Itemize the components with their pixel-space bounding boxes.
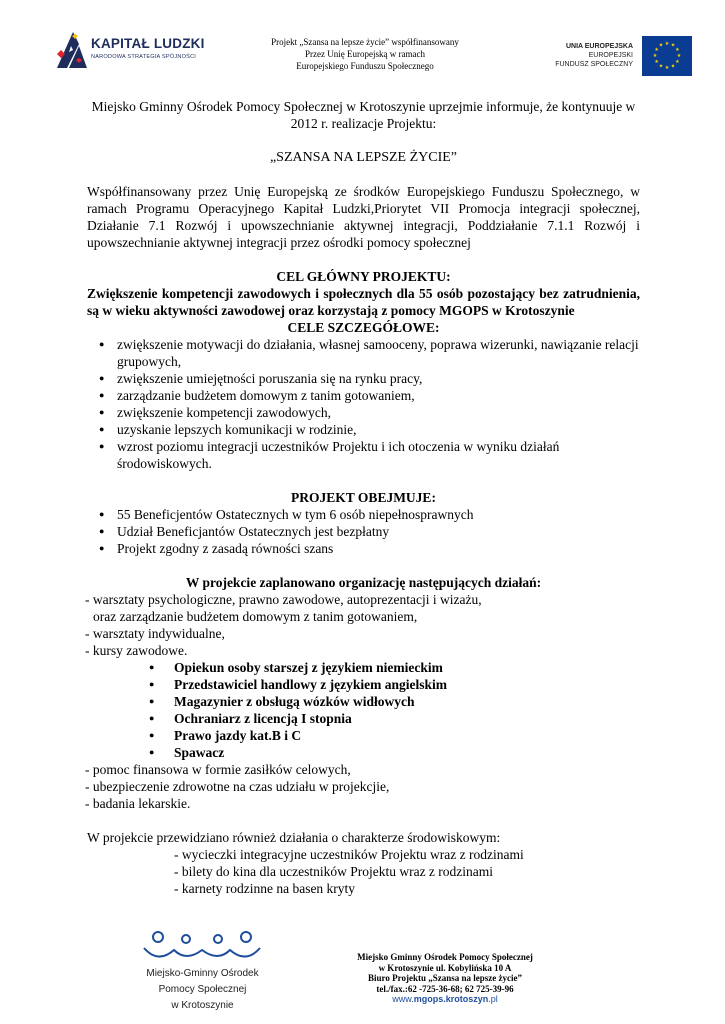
environment-heading: W projekcie przewidziano również działania o charakterze środowiskowym: (87, 830, 501, 845)
includes-list (87, 506, 640, 557)
list-item: ● Przedstawiciel handlowy z językiem angielskim (87, 676, 640, 693)
list-item: ● Magazynier z obsługą wózków widłowych (87, 693, 640, 710)
list-item: ● zwiększenie kompetencji zawodowych, (87, 404, 640, 421)
list-item: ● zwiększenie motywacji do działania, własnej samooceny, poprawa wizerunki, nawiązanie relacji grupowych, (87, 336, 640, 370)
list-item: ● Prawo jazdy kat.B i C (87, 727, 640, 744)
list-item: ● zarządzanie budżetem domowym z tanim gotowaniem, (87, 387, 640, 404)
web-prefix: www. (392, 994, 414, 1004)
list-item: ● Opiekun osoby starszej z językiem niemieckim (87, 659, 640, 676)
planned-line: - warsztaty psychologiczne, prawno zawodowe, autoprezentacji i wizażu, (85, 592, 482, 607)
mgops-logo-line: w Krotoszynie (171, 1000, 234, 1011)
page-header (0, 0, 725, 90)
mgops-logo (140, 930, 270, 1020)
eu-logo (548, 36, 692, 76)
svg-text:★: ★ (654, 59, 659, 65)
eu-line: EUROPEJSKI (588, 52, 633, 59)
header-line: Europejskiego Funduszu Społecznego (296, 61, 434, 71)
planned-after-lines (85, 761, 640, 812)
svg-text:★: ★ (664, 41, 670, 47)
document-body (87, 98, 640, 897)
address-line: Miejsko Gminny Ośrodek Pomocy Społecznej (357, 952, 533, 962)
address-line: w Krotoszynie ul. Kobylińska 10 A (378, 962, 512, 973)
web-suffix: .pl (488, 994, 498, 1004)
list-item: ● wzrost poziomu integracji uczestników Projektu i ich otoczenia w wyniku działań środowiskowych. (87, 438, 640, 472)
header-cofinance-note (240, 36, 490, 72)
list-item: ● Spawacz (87, 744, 640, 761)
planned-line: - pomoc finansowa w formie zasiłków celowych, (85, 762, 351, 777)
courses-list (87, 659, 640, 761)
list-item: ● Ochraniarz z licencją I stopnia (87, 710, 640, 727)
environment-line: - karnety rodzinne na basen kryty (174, 881, 356, 896)
includes-heading: PROJEKT OBEJMUJE: (291, 490, 436, 505)
planned-line: - ubezpieczenie zdrowotne na czas udziału w projekcjie, (85, 779, 390, 794)
environment-line: - bilety do kina dla uczestników Projektu wraz z rodzinami (174, 864, 494, 879)
svg-text:★: ★ (675, 59, 680, 65)
planned-heading: W projekcie zaplanowano organizację następujących działań: (185, 575, 542, 590)
planned-line: - kursy zawodowe. (85, 643, 188, 658)
kapital-ludzki-subtitle: NARODOWA STRATEGIA SPÓJNOŚCI (91, 54, 197, 60)
web-domain: mgops.krotoszyn (413, 994, 489, 1004)
environment-lines (87, 846, 640, 897)
list-item: ● Projekt zgodny z zasadą równości szans (87, 540, 640, 557)
planned-line: oraz zarządzanie budżetem domowym z tanim gotowaniem, (93, 609, 418, 624)
website-link[interactable] (345, 994, 545, 1005)
kapital-ludzki-logo (55, 30, 205, 70)
kapital-ludzki-title: KAPITAŁ LUDZKI (91, 36, 205, 51)
svg-text:★: ★ (658, 63, 664, 70)
list-item: ● zwiększenie umiejętności poruszania się na rynku pracy, (87, 370, 640, 387)
mgops-logo-text (140, 966, 265, 1014)
svg-text:★: ★ (670, 42, 676, 49)
specific-goals-heading: CELE SZCZEGÓŁOWE: (287, 320, 440, 335)
eu-flag-icon (642, 36, 692, 76)
intro-text: Miejsko Gminny Ośrodek Pomocy Społecznej w Krotoszynie uprzejmie informuje, że kontynuuje w 2012 r. realizacje Projektu: (91, 99, 636, 131)
mgops-logo-line: Miejsko-Gminny Ośrodek (146, 968, 259, 979)
address-line: Biuro Projektu „Szansa na lepsze życie” (368, 973, 522, 983)
planned-line: - badania lekarskie. (85, 796, 191, 811)
svg-text:★: ★ (675, 47, 680, 53)
eu-logo-text (548, 42, 633, 69)
main-goal-heading: CEL GŁÓWNY PROJEKTU: (276, 269, 451, 284)
kapital-ludzki-emblem-icon (55, 30, 89, 70)
list-item: ● 55 Beneficjentów Ostatecznych w tym 6 osób niepełnosprawnych (87, 506, 640, 523)
mgops-logo-line: Pomocy Społecznej (158, 984, 247, 995)
svg-text:★: ★ (664, 65, 670, 71)
planned-line: - warsztaty indywidualne, (85, 626, 225, 641)
mgops-figures-icon (140, 930, 265, 966)
project-title: „SZANSA NA LEPSZE ŻYCIE” (269, 150, 458, 165)
planned-lines (85, 591, 640, 659)
list-item: ● uzyskanie lepszych komunikacji w rodzinie, (87, 421, 640, 438)
main-goal-text: Zwiększenie kompetencji zawodowych i społecznych dla 55 osób pozostający bez zatrudnienia, są w wieku aktywności zawodowej oraz korzystają z pomocy MGOPS w Krotoszynie (87, 286, 640, 318)
svg-text:★: ★ (654, 47, 659, 53)
cofinance-text: Współfinansowany przez Unię Europejską ze środków Europejskiego Funduszu Społecznego, w ramach Programu Operacyjnego Kapitał Ludzki,Priorytet VII Promocja integracji społecznej, Działanie 7.1 Rozwój i upowszechnianie aktywnej integracji, Poddziałanie 7.1.1 Rozwój i upowszechnianie aktywnej integracji przez ośrodki pomocy społecznej (87, 184, 640, 250)
list-item: ● Udział Beneficjantów Ostatecznych jest bezpłatny (87, 523, 640, 540)
svg-text:★: ★ (676, 53, 682, 59)
header-line: Projekt „Szansa na lepsze życie” współfinansowany (271, 37, 459, 47)
address-line: tel./fax.:62 -725-36-68; 62 725-39-96 (376, 983, 514, 994)
svg-text:★: ★ (670, 63, 676, 70)
eu-line: UNIA EUROPEJSKA (565, 43, 633, 50)
svg-text:★: ★ (652, 53, 658, 59)
eu-line: FUNDUSZ SPOŁECZNY (555, 61, 633, 68)
environment-line: - wycieczki integracyjne uczestników Projektu wraz z rodzinami (174, 847, 524, 862)
svg-text:★: ★ (658, 42, 664, 49)
specific-goals-list (87, 336, 640, 472)
header-line: Przez Unię Europejską w ramach (305, 49, 425, 59)
footer-address (345, 952, 545, 1005)
